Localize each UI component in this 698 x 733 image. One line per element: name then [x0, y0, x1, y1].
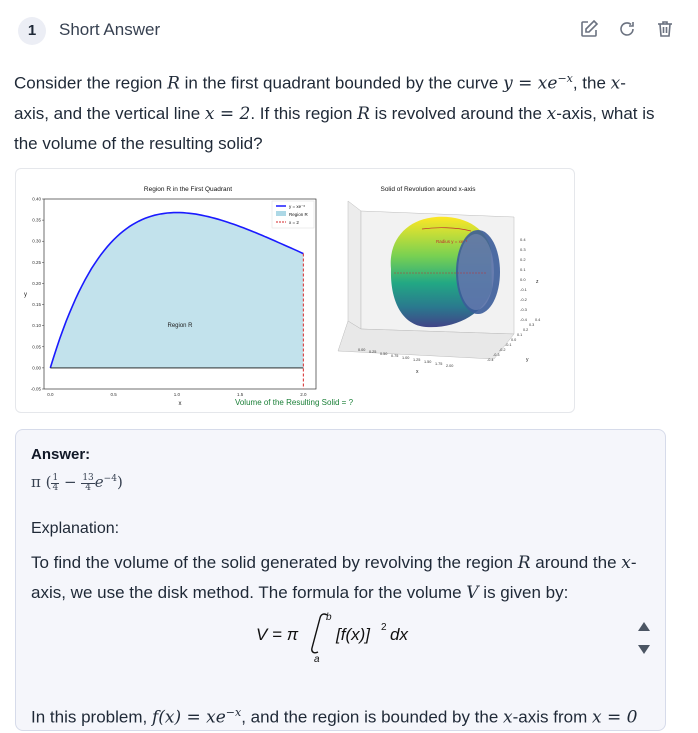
x3d-tick-label: 1.00 [402, 356, 410, 360]
right-chart-title: Solid of Revolution around x-axis [380, 186, 476, 193]
explanation-paragraph-2: In this problem, $f(x) = xe^{-x}$, and the region is bounded by the x-axis from x = 0 [31, 706, 638, 728]
y3d-axis-label: y [526, 357, 529, 363]
x-tick-label: 1.5 [236, 392, 244, 397]
solid-of-revolution [391, 217, 500, 327]
refresh-icon[interactable] [616, 18, 638, 40]
y3d-tick-label: 0.1 [517, 333, 523, 337]
svg-text:V = π: V = π [256, 625, 299, 644]
region-label: Region R [167, 323, 193, 329]
z-tick-label: -0.4 [520, 317, 527, 322]
explanation-paragraph-1: To find the volume of the solid generated by revolving the region R around the x-axis, we use the disk method. The formula for the volume V is given by: [31, 553, 637, 603]
y-tick-label: 0.00 [32, 365, 41, 371]
legend-curve: y = xe⁻ˣ [289, 204, 305, 209]
y-tick-label: -0.05 [30, 386, 41, 392]
scroll-down-icon [638, 645, 650, 654]
answer-formula: π ( $\frac{1}{4}$ − $\frac{13}{4}$ $e^{-4}$) [31, 472, 123, 493]
answer-panel [15, 429, 666, 731]
z-tick-label: -0.3 [520, 307, 527, 312]
x-tick-label: 2.0 [300, 392, 307, 397]
edit-icon[interactable] [578, 18, 600, 40]
answer-label: Answer: [31, 446, 91, 463]
chart-legend [272, 201, 314, 228]
svg-text:b: b [326, 612, 332, 623]
figure-image [15, 168, 575, 413]
z-tick-label: 0.1 [520, 267, 526, 272]
y3d-tick-label: 0.3 [529, 323, 535, 327]
x3d-tick-label: 1.25 [413, 358, 421, 362]
header-actions [578, 18, 676, 40]
x-tick-label: 0.0 [47, 392, 54, 397]
x3d-tick-label: 1.75 [435, 362, 443, 366]
y3d-tick-label: 0.4 [535, 318, 541, 322]
question-header [14, 12, 684, 48]
svg-text:[f(x)]: [f(x)] [336, 625, 370, 644]
z-tick-label: -0.1 [520, 287, 527, 292]
z-tick-label: -0.2 [520, 297, 527, 302]
explanation-title: Explanation: [31, 520, 120, 537]
y-tick-label: 0.40 [32, 196, 41, 202]
svg-text:dx: dx [390, 625, 408, 644]
trash-icon[interactable] [654, 18, 676, 40]
x3d-tick-label: 0.75 [391, 354, 399, 358]
x3d-tick-label: 0.50 [380, 352, 388, 356]
figure-caption: Volume of the Resulting Solid = ? [234, 398, 354, 407]
legend-region: Region R [289, 212, 308, 217]
question-number-badge: 1 [18, 17, 46, 45]
scroll-up-icon [638, 622, 650, 631]
legend-line: x = 2 [289, 220, 299, 225]
x3d-tick-label: 1.50 [424, 360, 432, 364]
y-tick-label: 0.05 [32, 344, 41, 350]
y3d-tick-label: -0.4 [487, 358, 494, 362]
left-chart-title: Region R in the First Quadrant [143, 186, 233, 193]
scroll-stepper[interactable] [637, 618, 651, 658]
x-tick-label: 1.0 [173, 392, 180, 397]
z-axis-label: z [536, 279, 539, 285]
z-tick-label: 0.0 [520, 277, 526, 282]
x3d-tick-label: 2.00 [446, 364, 454, 368]
svg-text:2: 2 [381, 622, 387, 633]
y-axis-label: y [24, 292, 27, 298]
y-tick-label: 0.25 [32, 259, 41, 265]
question-text: Consider the region R in the first quadrant bounded by the curve $y = xe^{-x}$, the x- axis, and the vertical line x = 2. If this region R is revolved around the x-axis, what is the volume of the resulting solid? [14, 72, 655, 153]
y3d-tick-label: -0.3 [493, 353, 500, 357]
z-tick-label: 0.4 [520, 237, 526, 242]
y3d-tick-label: -0.2 [499, 348, 506, 352]
y-tick-label: 0.35 [32, 217, 41, 223]
z-axis-ticks [520, 237, 528, 322]
x-tick-label: 0.5 [110, 392, 117, 397]
y-tick-label: 0.15 [32, 302, 41, 308]
question-type-label: Short Answer [59, 20, 161, 39]
x3d-tick-label: 0.00 [358, 348, 366, 352]
x3d-tick-label: 0.25 [369, 350, 377, 354]
y3d-tick-label: 0.2 [523, 328, 529, 332]
y3d-tick-label: 0.0 [511, 338, 517, 342]
z-tick-label: 0.2 [520, 257, 526, 262]
y-axis-ticks [31, 197, 44, 392]
y-tick-label: 0.30 [32, 238, 41, 244]
volume-formula [256, 608, 426, 669]
region-r-fill [50, 213, 303, 368]
z-tick-label: 0.3 [520, 247, 526, 252]
y-tick-label: 0.10 [32, 323, 41, 329]
x-axis-label: x [178, 401, 182, 407]
y-tick-label: 0.20 [32, 280, 41, 286]
svg-text:a: a [314, 654, 320, 664]
y3d-tick-label: -0.1 [505, 343, 512, 347]
x-axis-ticks [47, 392, 307, 397]
radius-label: Radius y = xe⁻ˣ [436, 239, 468, 244]
x3d-axis-label: x [416, 369, 419, 375]
